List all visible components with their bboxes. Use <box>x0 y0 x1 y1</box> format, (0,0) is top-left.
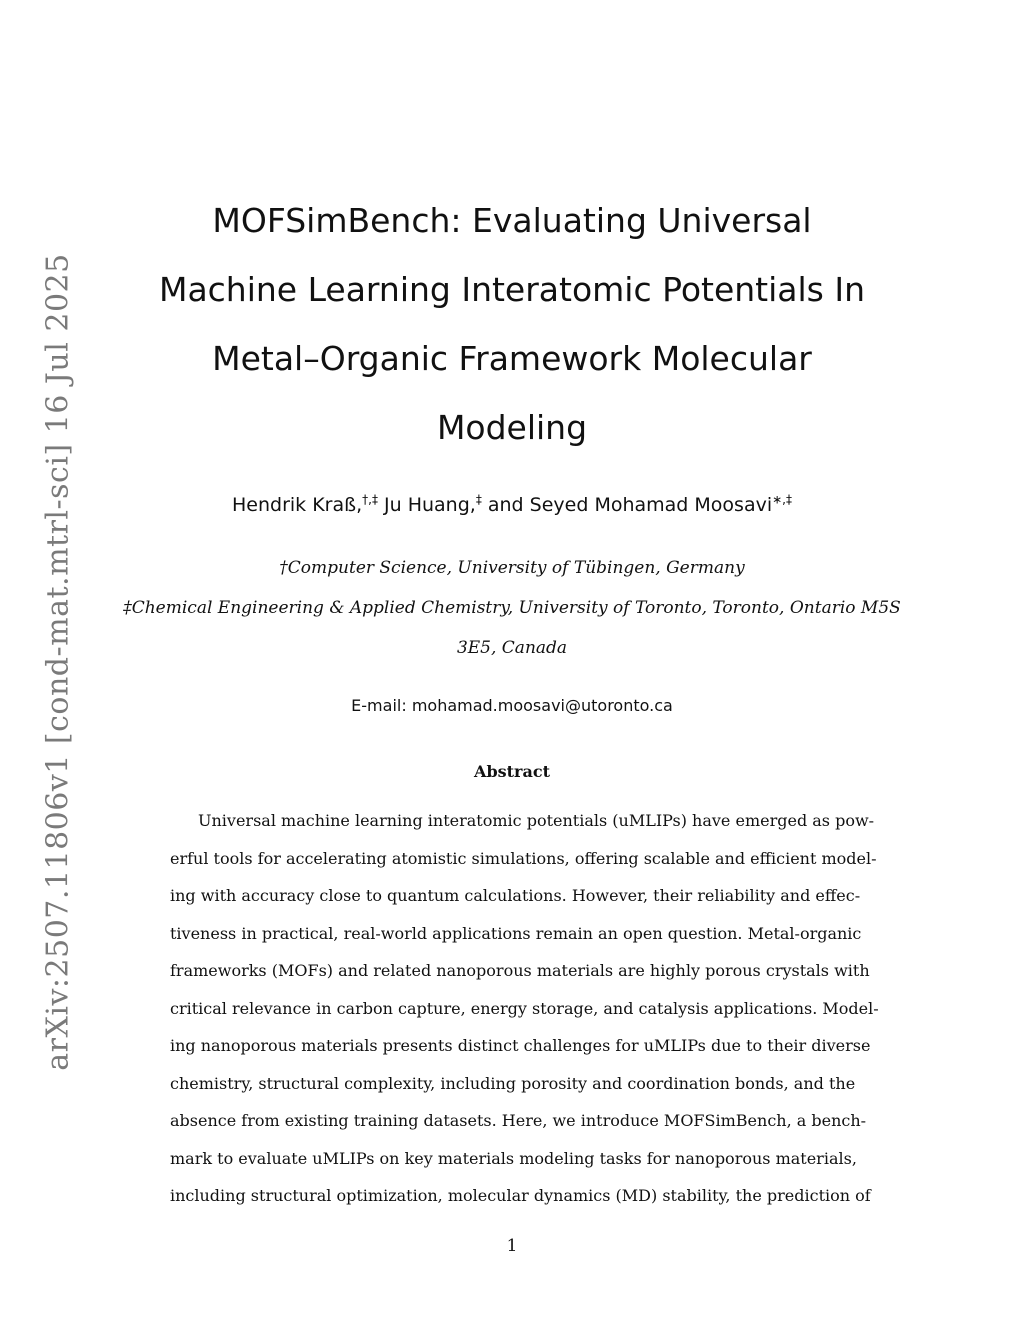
author-name: Hendrik Kraß, <box>232 494 363 516</box>
title-line: Modeling <box>436 408 588 447</box>
author-name: and Seyed Mohamad Moosavi <box>487 494 773 516</box>
arxiv-identifier-stamp: arXiv:2507.11806v1 [cond-mat.mtrl-sci] 16 Jul 2025 <box>40 253 76 1071</box>
abstract-line: Universal machine learning interatomic potentials (uMLIPs) have emerged as pow- <box>198 811 875 830</box>
author-affiliation-marks: †,‡ <box>362 492 378 507</box>
affiliation-tubingen: †Computer Science, University of Tübingen, Germany <box>279 558 745 578</box>
abstract-line: mark to evaluate uMLIPs on key materials modeling tasks for nanoporous materials, <box>170 1148 857 1168</box>
abstract-line: erful tools for accelerating atomistic simulations, offering scalable and efficient model- <box>170 848 877 868</box>
abstract-line: chemistry, structural complexity, including porosity and coordination bonds, and the <box>170 1073 856 1093</box>
affiliation-toronto <box>100 588 924 668</box>
abstract-line: including structural optimization, molecular dynamics (MD) stability, the prediction of <box>170 1186 871 1205</box>
author-list <box>100 490 924 520</box>
author-affiliation-marks: ‡ <box>475 492 482 507</box>
title-line: Metal–Organic Framework Molecular <box>212 339 812 378</box>
abstract-line: critical relevance in carbon capture, energy storage, and catalysis applications. Model- <box>170 998 879 1018</box>
abstract-body <box>170 802 879 1215</box>
abstract-line: tiveness in practical, real-world applications remain an open question. Metal-organic <box>170 923 862 943</box>
abstract-line: absence from existing training datasets. Here, we introduce MOFSimBench, a bench- <box>170 1111 867 1130</box>
author-affiliation-marks: ∗,‡ <box>772 492 792 507</box>
title-line: MOFSimBench: Evaluating Universal <box>212 201 812 240</box>
page-number: 1 <box>506 1236 518 1256</box>
abstract-line: frameworks (MOFs) and related nanoporous materials are highly porous crystals with <box>170 961 870 980</box>
affiliation-line: 3E5, Canada <box>456 638 568 658</box>
paper-title <box>120 186 904 462</box>
title-line: Machine Learning Interatomic Potentials In <box>158 270 866 309</box>
abstract-line: ing nanoporous materials presents distinct challenges for uMLIPs due to their diverse <box>170 1036 871 1055</box>
abstract-heading: Abstract <box>474 762 550 781</box>
abstract-line: ing with accuracy close to quantum calculations. However, their reliability and effec- <box>170 886 861 905</box>
author-name: Ju Huang, <box>384 494 476 516</box>
contact-email: E-mail: mohamad.moosavi@utoronto.ca <box>351 696 673 715</box>
affiliation-line: ‡Chemical Engineering & Applied Chemistry, University of Toronto, Toronto, Ontario M5S <box>123 598 901 618</box>
